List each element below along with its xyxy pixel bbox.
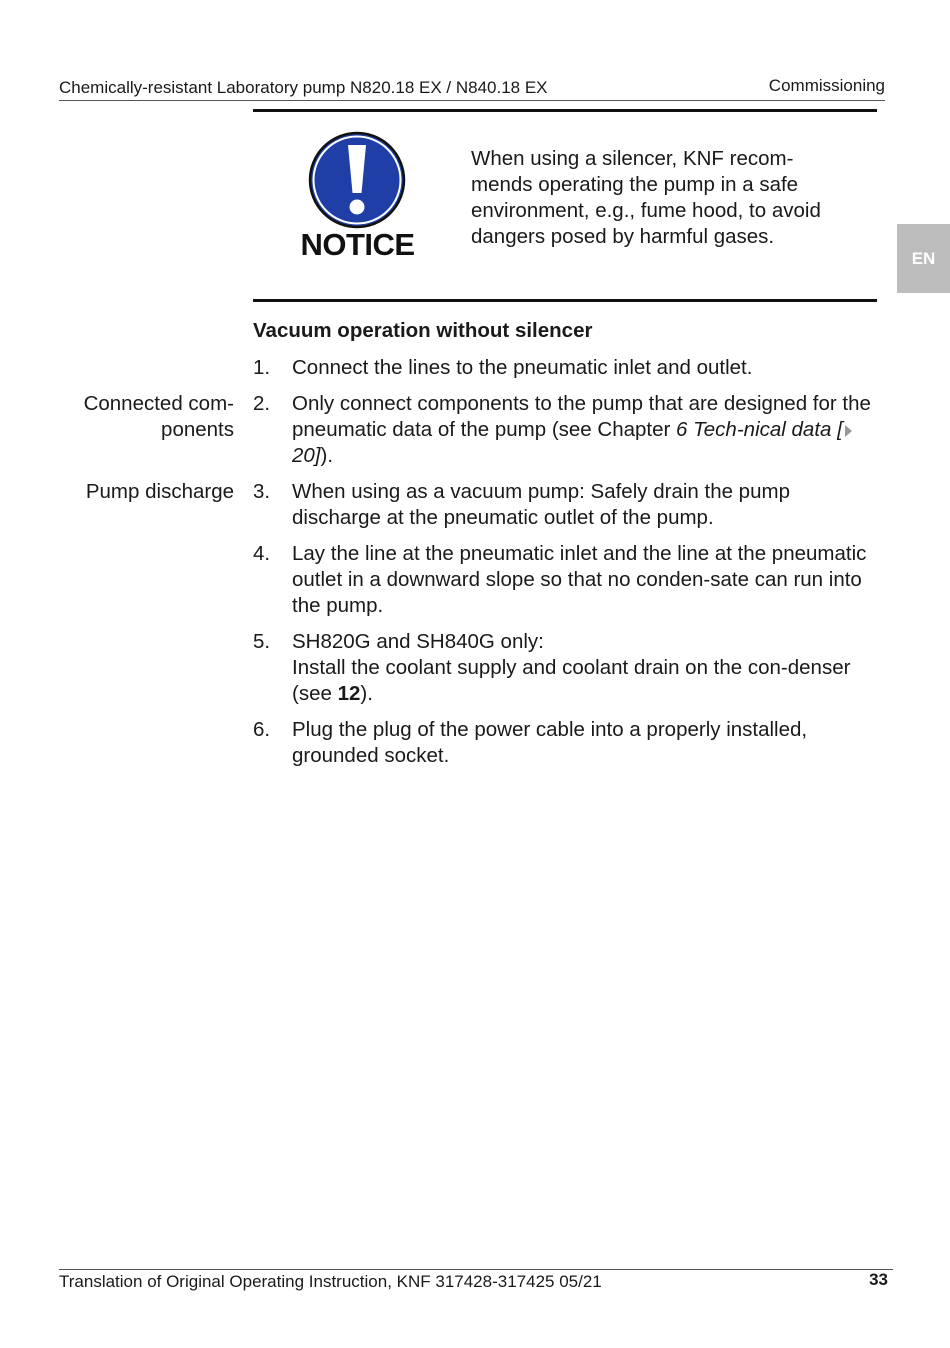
list-item bbox=[253, 479, 873, 531]
notice-bottom-rule bbox=[253, 299, 877, 302]
list-item bbox=[253, 355, 873, 381]
exclamation-icon bbox=[308, 131, 406, 229]
footer-text: Translation of Original Operating Instruction, KNF 317428-317425 05/21 bbox=[59, 1272, 602, 1291]
language-tab: EN bbox=[897, 224, 950, 293]
page-reference-arrow-icon bbox=[845, 425, 852, 437]
step-text: Connect the lines to the pneumatic inlet and outlet. bbox=[292, 356, 753, 379]
footer-divider bbox=[59, 1269, 893, 1270]
list-item bbox=[253, 717, 873, 769]
header-divider bbox=[59, 100, 885, 101]
step-text-line1: SH820G and SH840G only: bbox=[292, 630, 544, 653]
step-number: 6. bbox=[253, 718, 271, 741]
step-text: When using as a vacuum pump: Safely drain the pump discharge at the pneumatic outlet of the pump. bbox=[292, 480, 790, 529]
step-text: Install the coolant supply and coolant drain on the con-denser (see bbox=[292, 656, 851, 705]
page-number: 33 bbox=[869, 1270, 888, 1289]
section-title: Vacuum operation without silencer bbox=[253, 319, 593, 342]
step-number: 4. bbox=[253, 542, 271, 565]
step-number: 3. bbox=[253, 480, 271, 503]
step-text: Lay the line at the pneumatic inlet and the line at the pneumatic outlet in a downward slope so that no conden-sate can run into the pump. bbox=[292, 542, 867, 617]
step-text: Plug the plug of the power cable into a properly installed, grounded socket. bbox=[292, 718, 808, 767]
list-item: 2. Only connect components to the pump that are designed for the pneumatic data of the pump (see Chapter 6 Tech-nical data [ 20]). bbox=[253, 392, 871, 467]
step-text: Only connect components to the pump that are designed for the pneumatic data of the pump (see Chapter bbox=[292, 392, 871, 441]
side-note-connected-components: Connected com- ponents bbox=[83, 392, 234, 441]
notice-label: NOTICE bbox=[300, 227, 415, 262]
step-number: 1. bbox=[253, 356, 271, 379]
list-item: 5. SH820G and SH840G only: Install the coolant supply and coolant drain on the con-denser (see 12). bbox=[253, 630, 851, 705]
step-number: 2. bbox=[253, 392, 271, 415]
header-title: Chemically-resistant Laboratory pump N820.18 EX / N840.18 EX bbox=[59, 78, 548, 97]
step-number: 5. bbox=[253, 630, 271, 653]
step-list bbox=[253, 355, 873, 779]
figure-reference: 12 bbox=[337, 682, 361, 705]
notice-text: When using a silencer, KNF recom- mends operating the pump in a safe environment, e.g., fume hood, to avoid dangers posed by harmful gases. bbox=[471, 147, 821, 248]
list-item bbox=[253, 541, 873, 619]
notice-top-rule bbox=[253, 109, 877, 112]
header-section: Commissioning bbox=[768, 76, 885, 95]
chapter-reference-link[interactable]: 6 Tech-nical data [ 20] bbox=[292, 418, 855, 467]
side-note-pump-discharge: Pump discharge bbox=[85, 480, 234, 503]
